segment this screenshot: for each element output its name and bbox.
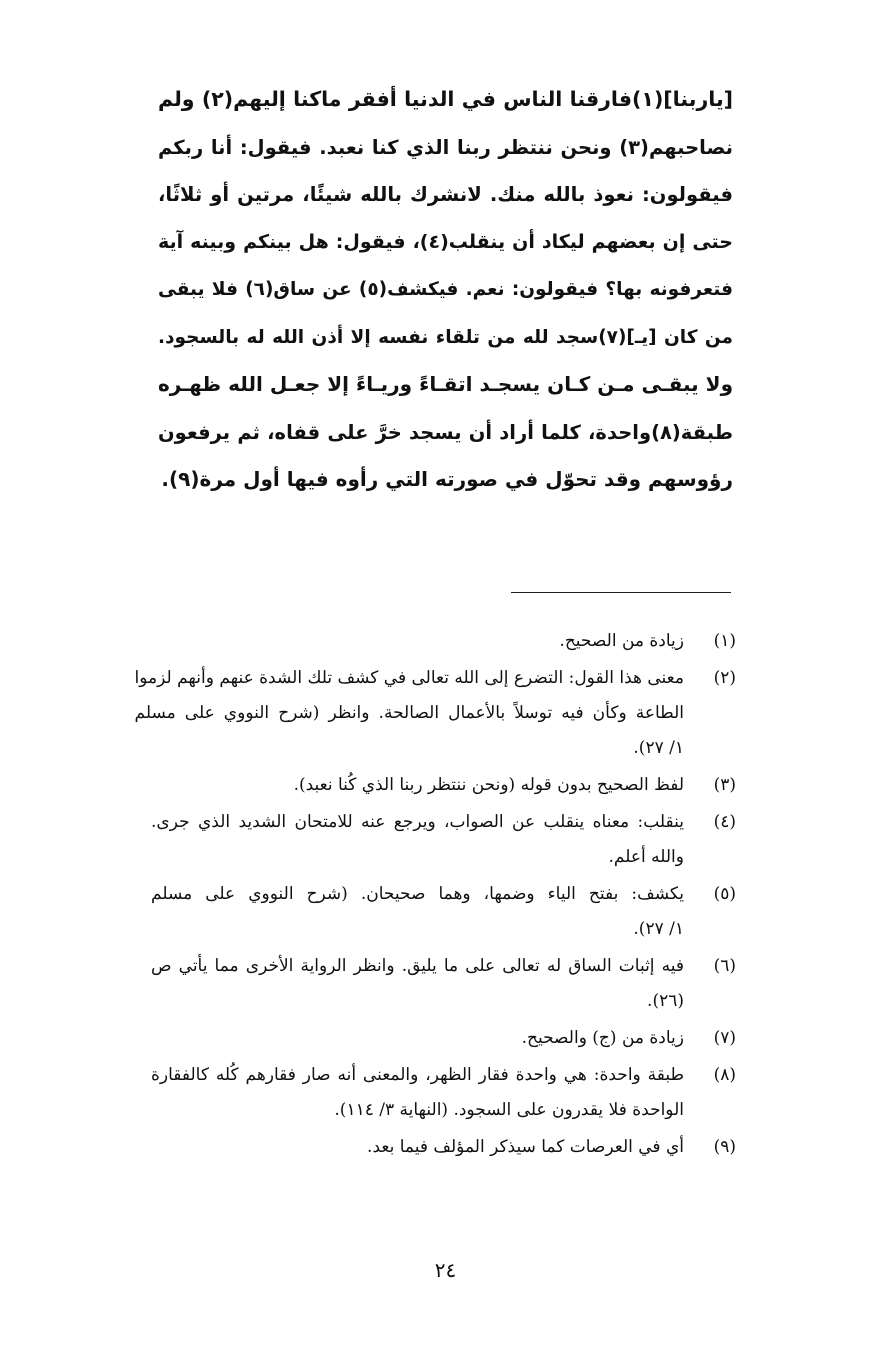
footnote-text	[135, 661, 684, 766]
footnote-number: (٩)	[713, 1137, 736, 1157]
footnote-3	[151, 768, 736, 803]
footnote-6	[151, 949, 736, 1019]
main-text-line: [ياربنا](١)فارقنا الناس في الدنيا أفقر ماكنا إليهم(٢) ولم	[158, 87, 734, 111]
footnote-number: (٣)	[713, 775, 736, 795]
main-text-line: ولا يبقـى مـن كـان يسجـد اتقـاءً وريـاءً إلا جعـل الله ظهـره	[158, 372, 733, 396]
footnote-line: ينقلب: معناه ينقلب عن الصواب، ويرجع عنه للامتحان الشديد الذي جرى.	[151, 812, 684, 832]
footnote-line: زيادة من (ج) والصحيح.	[521, 1028, 684, 1048]
footnote-line: فيه إثبات الساق له تعالى على ما يليق. وانظر الرواية الأخرى مما يأتي ص	[151, 956, 684, 976]
footnote-number: (٥)	[713, 884, 736, 904]
footnotes	[134, 624, 736, 1167]
footnote-line: الواحدة فلا يقدرون على السجود. (النهاية ٣/ ١١٤).	[334, 1100, 684, 1120]
footnote-text	[151, 805, 684, 875]
footnote-number: (٦)	[713, 956, 736, 976]
footnote-line: والله أعلم.	[608, 847, 684, 867]
footnote-number: (٤)	[713, 812, 736, 832]
main-text-line: نصاحبهم(٣) ونحن ننتظر ربنا الذي كنا نعبد. فيقول: أنا ربكم	[158, 135, 733, 159]
footnote-line: ١/ ٢٧).	[633, 738, 684, 758]
page-number: ٢٤	[434, 1258, 457, 1282]
footnote-line: طبقة واحدة: هي واحدة فقار الظهر، والمعنى أنه صار فقارهم كُله كالفقارة	[151, 1065, 684, 1085]
main-text-line: فيقولون: نعوذ بالله منك. لانشرك بالله شيئًا، مرتين أو ثلاثًا،	[158, 183, 733, 206]
main-text-line: طبقة(٨)واحدة، كلما أراد أن يسجد خرَّ على قفاه، ثم يرفعون	[158, 420, 733, 444]
footnote-line: الطاعة وكأن فيه توسلاً بالأعمال الصالحة. وانظر (شرح النووي على مسلم	[134, 703, 684, 723]
footnote-2	[134, 661, 736, 766]
footnote-line: زيادة من الصحيح.	[559, 631, 684, 651]
footnote-7	[151, 1021, 736, 1056]
footnote-text	[151, 624, 684, 659]
footnote-number: (٧)	[713, 1028, 736, 1048]
footnote-8	[151, 1058, 736, 1128]
footnote-4	[151, 805, 736, 875]
footnote-text	[151, 949, 684, 1019]
footnote-text	[151, 1130, 684, 1165]
footnote-separator	[511, 592, 731, 593]
footnote-line: معنى هذا القول: التضرع إلى الله تعالى في كشف تلك الشدة عنهم وأنهم لزموا	[134, 668, 684, 688]
main-text-line: من كان [يـ](٧)سجد لله من تلقاء نفسه إلا أذن الله له بالسجود.	[158, 326, 733, 348]
footnote-1	[151, 624, 736, 659]
footnote-number: (٨)	[713, 1065, 736, 1085]
footnote-line: لفظ الصحيح بدون قوله (ونحن ننتظر ربنا الذي كُنا نعبد).	[293, 775, 684, 795]
footnote-text	[151, 1021, 684, 1056]
main-text-line: فتعرفونه بها؟ فيقولون: نعم. فيكشف(٥) عن ساق(٦) فلا يبقى	[158, 279, 733, 300]
footnote-line: يكشف: بفتح الياء وضمها، وهما صحيحان. (شرح النووي على مسلم	[151, 884, 684, 904]
main-text-line: رؤوسهم وقد تحوّل في صورته التي رأوه فيها أول مرة(٩).	[161, 467, 733, 491]
footnote-line: ١/ ٢٧).	[633, 919, 684, 939]
footnote-line: أي في العرصات كما سيذكر المؤلف فيما بعد.	[367, 1137, 684, 1157]
footnote-line: (٢٦).	[647, 991, 684, 1011]
footnote-5	[151, 877, 736, 947]
footnote-text	[151, 768, 684, 803]
footnote-number: (١)	[713, 631, 736, 651]
main-text	[158, 76, 733, 504]
footnote-number: (٢)	[713, 668, 736, 688]
main-text-line: حتى إن بعضهم ليكاد أن ينقلب(٤)، فيقول: هل بينكم وبينه آية	[158, 230, 733, 253]
footnote-9	[151, 1130, 736, 1165]
footnote-text	[151, 1058, 684, 1128]
footnote-text	[151, 877, 684, 947]
